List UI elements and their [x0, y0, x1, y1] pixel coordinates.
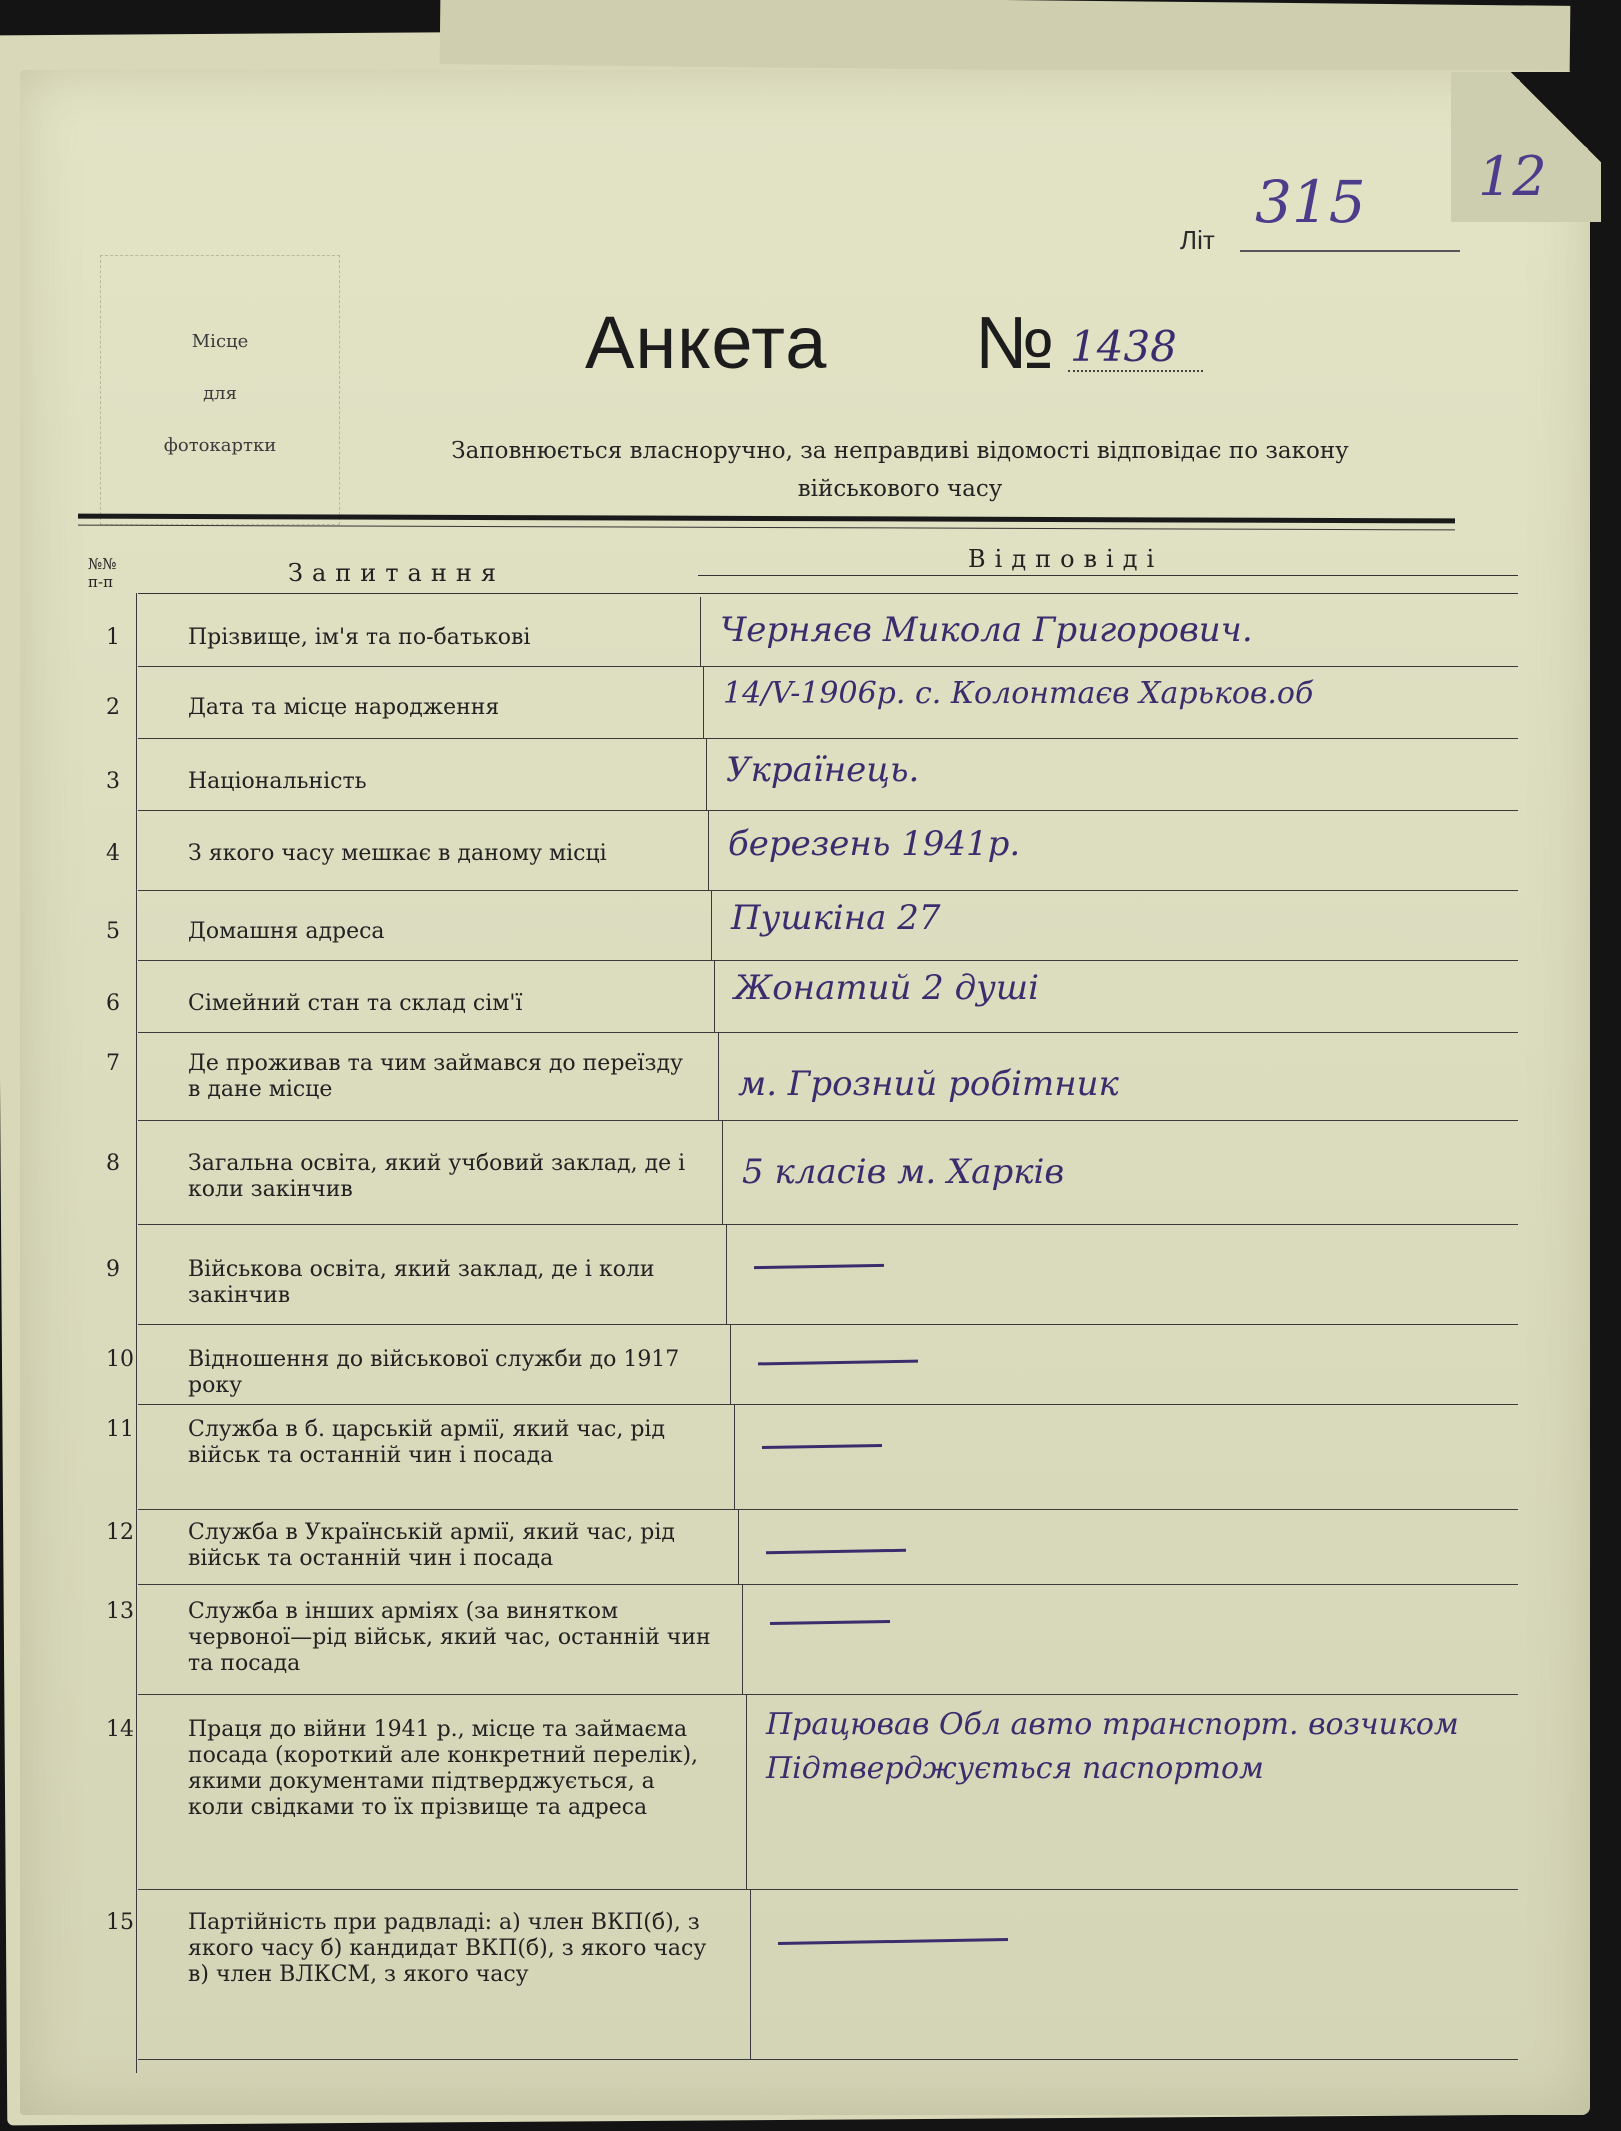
- table-row: [78, 1225, 1518, 1325]
- row-number: 2: [106, 695, 120, 720]
- header-divider: [138, 593, 1518, 594]
- row-number: 12: [106, 1520, 134, 1545]
- column-divider: [700, 597, 701, 667]
- answer-dash: [778, 1938, 1008, 1945]
- row-question: Дата та місце народження: [188, 695, 500, 720]
- table-row: [78, 961, 1518, 1033]
- table-row: [78, 1325, 1518, 1405]
- row-question: Сімейний стан та склад сім'ї: [188, 991, 523, 1016]
- row-number: 5: [106, 919, 120, 944]
- photo-label-line: фотокартки: [163, 435, 277, 456]
- column-divider: [708, 811, 709, 891]
- table-row: [78, 1510, 1518, 1585]
- row-answer: 14/V-1906р. с. Колонтаєв Харьков.об: [723, 676, 1314, 711]
- row-number: 4: [106, 841, 120, 866]
- answer-dash: [762, 1444, 882, 1449]
- row-question: Служба в Українській армії, який час, рід військ та останній чин і посада: [188, 1520, 675, 1571]
- row-answer: березень 1941р.: [728, 824, 1021, 864]
- table-row: [78, 891, 1518, 961]
- row-question: Праця до війни 1941 р., місце та займаєма посада (короткий але конкретний перелік), якими документами підтверджується, а коли свідками то їх прізвище та адреса: [188, 1717, 699, 1820]
- table-row: [78, 1033, 1518, 1121]
- row-question: Де проживав та чим займався до переїзду в дане місце: [188, 1051, 683, 1102]
- photo-label-line: для: [203, 383, 237, 404]
- column-header-number: №№ п-п: [88, 555, 117, 591]
- column-divider: [730, 1325, 731, 1405]
- row-question: Військова освіта, який заклад, де і коли закінчив: [188, 1257, 655, 1308]
- row-question: З якого часу мешкає в даному місці: [188, 841, 607, 866]
- top-paper-strip: [440, 0, 1571, 76]
- number-sign: №: [975, 301, 1055, 384]
- row-question: Домашня адреса: [188, 919, 385, 944]
- row-question: Служба в б. царській армії, який час, рід військ та останній чин і посада: [188, 1417, 665, 1468]
- row-number: 8: [106, 1151, 120, 1176]
- row-question: Служба в інших арміях (за винятком червоної—рід військ, який час, останній чин та посада: [188, 1599, 711, 1676]
- column-divider: [714, 961, 715, 1033]
- row-number: 14: [106, 1717, 134, 1742]
- row-number: 6: [106, 991, 120, 1016]
- row-rule: [138, 2059, 1518, 2060]
- row-answer: м. Грозний робітник: [738, 1064, 1119, 1104]
- row-question: Прізвище, ім'я та по-батькові: [188, 625, 531, 650]
- row-number: 13: [106, 1599, 134, 1624]
- row-question: Відношення до військової служби до 1917 року: [188, 1347, 680, 1398]
- row-number: 11: [106, 1417, 134, 1442]
- column-divider: [746, 1695, 747, 1890]
- corner-number: 12: [1478, 145, 1547, 208]
- table-row: [78, 1585, 1518, 1695]
- column-divider: [738, 1510, 739, 1585]
- table-row: [78, 667, 1518, 739]
- row-number: 7: [106, 1051, 120, 1076]
- table-row: [78, 739, 1518, 811]
- column-divider: [706, 739, 707, 811]
- column-divider: [742, 1585, 743, 1695]
- column-divider: [734, 1405, 735, 1510]
- table-row: [78, 1695, 1518, 1890]
- form-subtitle: Заповнюється власноручно, за неправдиві відомості відповідає по закону військового часу: [451, 438, 1349, 502]
- row-number: 15: [106, 1910, 134, 1935]
- row-number: 9: [106, 1257, 120, 1282]
- row-answer: 5 класів м. Харків: [742, 1152, 1065, 1192]
- photo-label-line: Місце: [191, 331, 249, 352]
- column-divider: [722, 1121, 723, 1225]
- photo-placeholder: [100, 255, 340, 525]
- row-question: Загальна освіта, який учбовий заклад, де і коли закінчив: [188, 1151, 686, 1202]
- header-divider-answer: [698, 575, 1518, 576]
- row-number: 1: [106, 625, 120, 650]
- column-divider: [750, 1890, 751, 2060]
- row-number: 10: [106, 1347, 134, 1372]
- answer-dash: [766, 1549, 906, 1554]
- column-divider: [718, 1033, 719, 1121]
- row-number: 3: [106, 769, 120, 794]
- row-question: Партійність при радвладі: а) член ВКП(б), з якого часу б) кандидат ВКП(б), з якого часу в) член ВЛКСМ, з якого часу: [188, 1910, 707, 1987]
- answer-dash: [754, 1264, 884, 1269]
- lit-value: 315: [1255, 168, 1366, 236]
- row-question: Національність: [188, 769, 367, 794]
- column-divider: [711, 891, 712, 961]
- lit-underline: [1240, 250, 1460, 252]
- table-row: [78, 811, 1518, 891]
- table-row: [78, 1121, 1518, 1225]
- column-divider: [726, 1225, 727, 1325]
- column-header-answer: Відповіді: [968, 545, 1164, 573]
- answer-dash: [758, 1360, 918, 1366]
- answer-dash: [770, 1620, 890, 1625]
- row-answer: Працював Обл авто транспорт. возчиком Підтверджується паспортом: [766, 1707, 1459, 1786]
- row-answer: Українець.: [726, 750, 920, 790]
- row-answer: Черняєв Микола Григорович.: [720, 610, 1253, 650]
- column-divider: [703, 667, 704, 739]
- lit-label: Літ: [1180, 225, 1215, 255]
- form-number: 1438: [1070, 322, 1177, 371]
- form-title: Анкета: [585, 301, 828, 384]
- row-answer: Жонатий 2 душі: [734, 968, 1039, 1008]
- row-answer: Пушкіна 27: [731, 898, 941, 938]
- table-row: [78, 1890, 1518, 2060]
- form-number-underline: [1068, 370, 1203, 372]
- table-row: [78, 597, 1518, 667]
- table-row: [78, 1405, 1518, 1510]
- column-header-question: Запитання: [288, 559, 505, 587]
